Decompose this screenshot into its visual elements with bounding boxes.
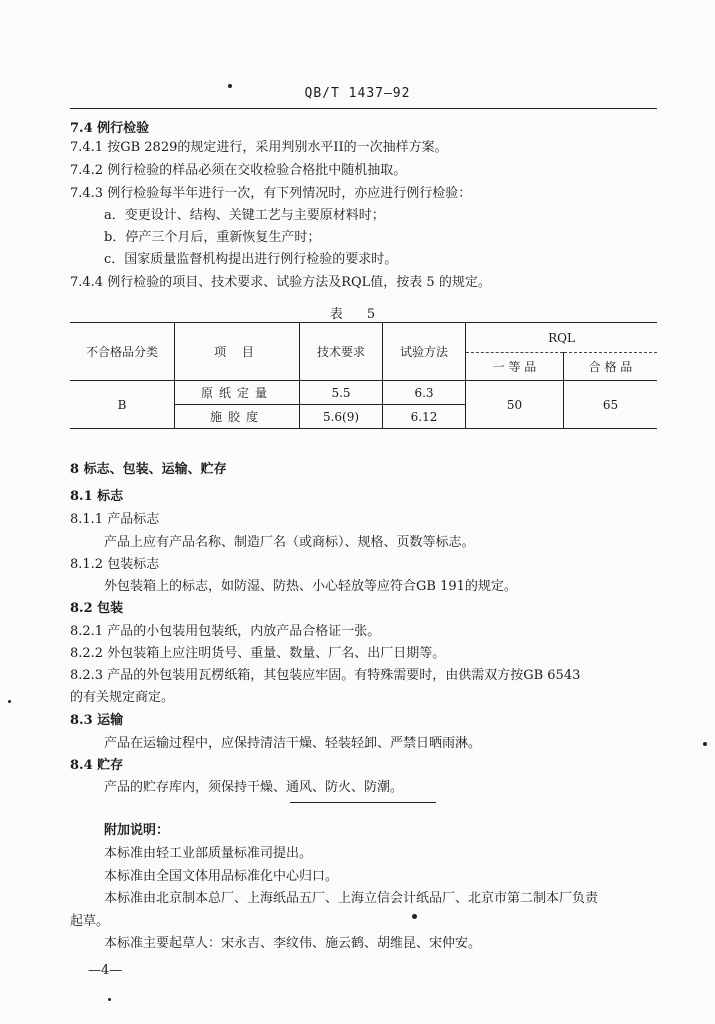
cell-requirement: 5.5 xyxy=(300,381,383,405)
table-row xyxy=(70,381,657,405)
text-8-4: 产品的贮存库内，须保持干燥、通风、防火、防潮。 xyxy=(104,780,404,795)
clause-8-2-1: 8.2.1 产品的小包装用包装纸，内放产品合格证一张。 xyxy=(70,624,381,639)
scan-speck xyxy=(8,700,11,703)
cell-method: 6.12 xyxy=(383,405,466,429)
cell-requirement: 5.6(9) xyxy=(300,405,383,429)
clause-7-4-1: 7.4.1 按GB 2829的规定进行，采用判别水平II的一次抽样方案。 xyxy=(70,140,448,155)
item-b: b．停产三个月后，重新恢复生产时； xyxy=(104,230,321,245)
text-8-1-2: 外包装箱上的标志，如防湿、防热、小心轻放等应符合GB 191的规定。 xyxy=(104,579,517,594)
item-c: c．国家质量监督机构提出进行例行检验的要求时。 xyxy=(104,252,398,267)
note-2: 本标准由全国文体用品标准化中心归口。 xyxy=(104,869,339,884)
header-method: 试验方法 xyxy=(383,323,466,381)
header-rql: RQL xyxy=(466,323,658,353)
heading-8-1-2: 8.1.2 包装标志 xyxy=(70,557,160,572)
header-category: 不合格品分类 xyxy=(70,323,175,381)
item-a: a．变更设计、结构、关键工艺与主要原材料时； xyxy=(104,208,385,223)
table-title: 表 5 xyxy=(329,307,386,322)
heading-8-2: 8.2 包装 xyxy=(70,601,124,616)
table-5 xyxy=(70,322,657,429)
notes-title: 附加说明： xyxy=(104,823,170,838)
note-3-cont: 起草。 xyxy=(70,914,110,929)
clause-7-4-4: 7.4.4 例行检验的项目、技术要求、试验方法及RQL值，按表 5 的规定。 xyxy=(70,275,491,290)
clause-7-4-3: 7.4.3 例行检验每半年进行一次，有下列情况时，亦应进行例行检验： xyxy=(70,186,472,201)
scan-speck xyxy=(703,742,707,746)
page-number: —4— xyxy=(88,963,123,978)
clause-8-2-2: 8.2.2 外包装箱上应注明货号、重量、数量、厂名、出厂日期等。 xyxy=(70,646,446,661)
standard-code: QB/T 1437—92 xyxy=(304,86,411,101)
note-4: 本标准主要起草人：宋永吉、李纹伟、施云鹤、胡维昆、宋仲安。 xyxy=(104,936,482,951)
header-rule xyxy=(70,108,657,109)
note-1: 本标准由轻工业部质量标准司提出。 xyxy=(104,846,313,861)
header-first-grade: 一 等 品 xyxy=(466,353,564,381)
text-8-3: 产品在运输过程中，应保持清洁干燥、轻装轻卸、严禁日晒雨淋。 xyxy=(104,736,482,751)
cell-rql-first: 50 xyxy=(466,381,564,429)
header-requirement: 技术要求 xyxy=(300,323,383,381)
cell-category: B xyxy=(70,381,175,429)
heading-8-1: 8.1 标志 xyxy=(70,489,124,504)
scan-speck xyxy=(108,998,111,1001)
cell-item: 施胶度 xyxy=(175,405,300,429)
end-rule xyxy=(290,802,436,803)
heading-8-1-1: 8.1.1 产品标志 xyxy=(70,512,160,527)
clause-7-4-2: 7.4.2 例行检验的样品必须在交收检验合格批中随机抽取。 xyxy=(70,163,407,178)
cell-method: 6.3 xyxy=(383,381,466,405)
heading-8-4: 8.4 贮存 xyxy=(70,758,124,773)
clause-8-2-3-cont: 的有关规定商定。 xyxy=(70,690,175,705)
header-item: 项 目 xyxy=(175,323,300,381)
scan-speck xyxy=(412,914,417,919)
cell-rql-qualified: 65 xyxy=(564,381,658,429)
text-8-1-1: 产品上应有产品名称、制造厂名（或商标）、规格、页数等标志。 xyxy=(104,535,475,550)
heading-7-4: 7.4 例行检验 xyxy=(70,121,150,136)
heading-8: 8 标志、包装、运输、贮存 xyxy=(70,462,227,477)
header-qualified: 合 格 品 xyxy=(564,353,658,381)
heading-8-3: 8.3 运输 xyxy=(70,713,124,728)
cell-item: 原纸定量 xyxy=(175,381,300,405)
note-3: 本标准由北京制本总厂、上海纸品五厂、上海立信会计纸品厂、北京市第二制本厂负责 xyxy=(104,891,599,906)
scan-speck xyxy=(228,84,232,88)
clause-8-2-3: 8.2.3 产品的外包装用瓦楞纸箱，其包装应牢固。有特殊需要时，由供需双方按GB 6543 xyxy=(70,668,581,683)
